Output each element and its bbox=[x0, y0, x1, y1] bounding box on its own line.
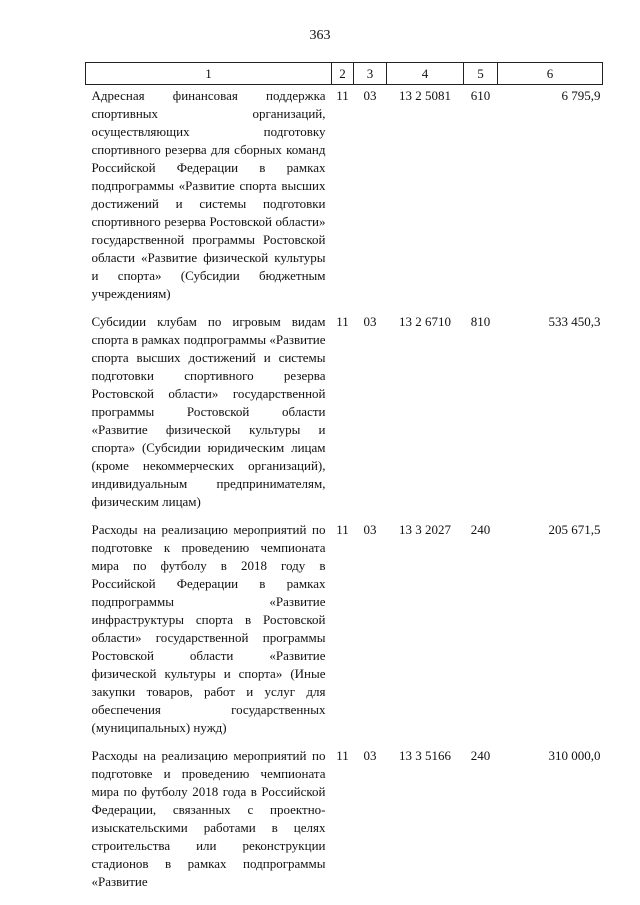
amount: 205 671,5 bbox=[548, 522, 601, 537]
column-header-2: 2 bbox=[332, 63, 354, 85]
expense-type-code: 240 bbox=[470, 748, 491, 763]
budget-table bbox=[85, 62, 603, 901]
column-header-3: 3 bbox=[354, 63, 387, 85]
subsection-code: 03 bbox=[363, 88, 377, 103]
expense-type-code: 610 bbox=[470, 88, 491, 103]
table-row bbox=[86, 85, 603, 314]
page-number: 363 bbox=[309, 28, 331, 43]
section-code: 11 bbox=[336, 522, 349, 537]
column-header-6: 6 bbox=[498, 63, 603, 85]
target-article-code: 13 2 6710 bbox=[399, 314, 451, 329]
column-header-1: 1 bbox=[86, 63, 332, 85]
row-description: Субсидии клубам по игровым видам спорта в рамках подпрограммы «Развитие спорта высших достижений и системы подготовки спортивного резерва Ростовской области» государственной программы Ростовской области «Развитие физической культуры и спорта» (Субсидии юридическим лицам (кроме некоммерческих организаций), индивидуальным предпринимателям, физическим лицам) bbox=[91, 314, 326, 509]
expense-type-code: 810 bbox=[470, 314, 491, 329]
section-code: 11 bbox=[336, 88, 349, 103]
table-row bbox=[86, 313, 603, 521]
column-header-4: 4 bbox=[387, 63, 464, 85]
row-description: Расходы на реализацию мероприятий по подготовке и проведению чемпионата мира по футболу 2018 года в Российской Федерации, связанных с проектно-изыскательскими работами в целях строительства или реконструкции стадионов в рамках подпрограммы «Развитие bbox=[91, 748, 326, 889]
subsection-code: 03 bbox=[363, 748, 377, 763]
section-code: 11 bbox=[336, 314, 349, 329]
row-description: Адресная финансовая поддержка спортивных организаций, осуществляющих подготовку спортивного резерва для сборных команд Российской Федерации в рамках подпрограммы «Развитие спорта высших достижений и системы подготовки спортивного резерва Ростовской области» государственной программы Ростовской области «Развитие физической культуры и спорта» (Субсидии бюджетным учреждениям) bbox=[91, 88, 326, 301]
row-description: Расходы на реализацию мероприятий по подготовке к проведению чемпионата мира по футболу в 2018 году в Российской Федерации в рамках подпрограммы «Развитие инфраструктуры спорта в Ростовской области» государственной программы Ростовской области «Развитие физической культуры и спорта» (Иные закупки товаров, работ и услуг для обеспечения государственных (муниципальных) нужд) bbox=[91, 522, 326, 735]
section-code: 11 bbox=[336, 748, 349, 763]
subsection-code: 03 bbox=[363, 314, 377, 329]
amount: 533 450,3 bbox=[548, 314, 601, 329]
header-row bbox=[86, 63, 603, 85]
table-row bbox=[86, 747, 603, 901]
amount: 6 795,9 bbox=[561, 88, 601, 103]
subsection-code: 03 bbox=[363, 522, 377, 537]
amount: 310 000,0 bbox=[548, 748, 601, 763]
target-article-code: 13 2 5081 bbox=[399, 88, 451, 103]
target-article-code: 13 3 2027 bbox=[399, 522, 451, 537]
table-row bbox=[86, 521, 603, 747]
column-header-5: 5 bbox=[464, 63, 498, 85]
target-article-code: 13 3 5166 bbox=[399, 748, 451, 763]
expense-type-code: 240 bbox=[470, 522, 491, 537]
